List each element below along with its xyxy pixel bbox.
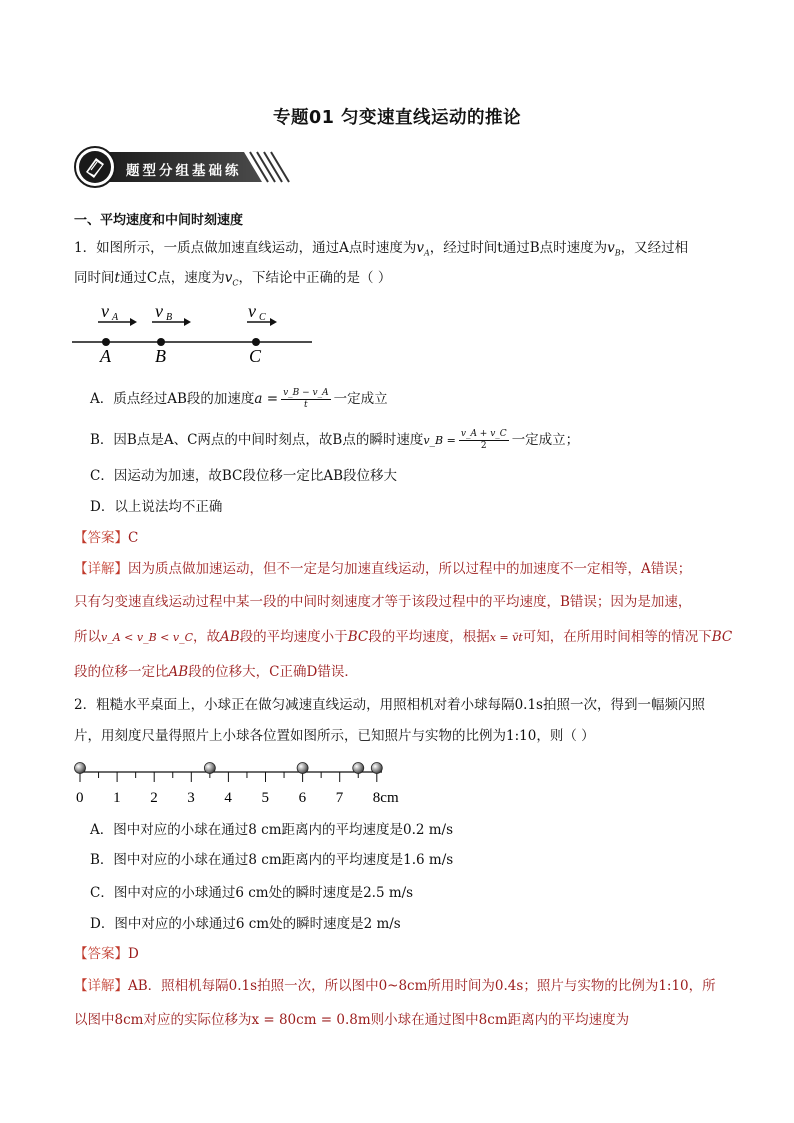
point-b	[157, 338, 165, 346]
q1-detail-line1: 【详解】因为质点做加速运动，但不一定是匀加速直线运动，所以过程中的加速度不一定相等，A错误；	[74, 561, 692, 577]
ruler-tick-label: 2	[150, 790, 158, 806]
q2-option-c: C．图中对应的小球通过6 cm处的瞬时速度是2.5 m/s	[90, 885, 414, 901]
q2-stem-line1: 2．粗糙水平桌面上，小球正在做匀减速直线运动，用照相机对着小球每隔0.1s拍照一次，得到一幅频闪照	[74, 697, 705, 713]
q1-detail-line2: 只有匀变速直线运动过程中某一段的中间时刻速度才等于该段过程中的平均速度，B错误；因为是加速，	[74, 594, 692, 610]
ball-marker	[353, 763, 364, 774]
ruler-tick-label: 5	[261, 790, 269, 806]
label-vB-sub: B	[166, 312, 173, 323]
q2-detail-line1: 【详解】AB．照相机每隔0.1s拍照一次，所以图中0~8cm所用时间为0.4s；照片与实物的比例为1:10，所	[74, 978, 716, 994]
page-title: 专题01 匀变速直线运动的推论	[273, 108, 521, 128]
q1-option-b: B．因B点是A、C两点的中间时刻点，故B点的瞬时速度v_B = $\frac{v\_A + v\_C}{2}$ 一定成立；	[90, 429, 580, 451]
ball-marker	[297, 763, 308, 774]
label-vA: v	[101, 301, 109, 321]
section-heading: 一、平均速度和中间时刻速度	[74, 213, 244, 228]
q1-option-a: A．质点经过AB段的加速度a = $\frac{v\_B - v\_A}{t}$ 一定成立	[90, 388, 388, 410]
ruler-tick-label: 0	[76, 790, 84, 806]
q1-answer: 【答案】C	[74, 530, 139, 546]
q2-answer: 【答案】D	[74, 946, 139, 962]
ball-marker	[371, 763, 382, 774]
q1-stem-line2: 同时间t通过C点，速度为$v_C$，下结论中正确的是（ ）	[74, 270, 392, 288]
q2-detail-line2: 以图中8cm对应的实际位移为x = 80cm = 0.8m则小球在通过图中8cm距离内的平均速度为	[74, 1012, 630, 1028]
point-a	[102, 338, 110, 346]
ruler-tick-label: 6	[298, 790, 307, 806]
q1-detail-line4: 段的位移一定比AB段的位移大，C正确D错误．	[74, 664, 358, 680]
ruler-tick-label: 3	[187, 790, 195, 806]
label-vB: v	[155, 301, 163, 321]
label-vC-sub: C	[259, 312, 266, 323]
ruler-tick-label: 8cm	[372, 790, 399, 806]
ruler-tick-label: 1	[113, 790, 121, 806]
q2-option-b: B．图中对应的小球在通过8 cm距离内的平均速度是1.6 m/s	[90, 852, 454, 868]
ruler-tick-label: 7	[335, 790, 344, 806]
q2-option-d: D．图中对应的小球通过6 cm处的瞬时速度是2 m/s	[90, 916, 401, 932]
label-C: C	[249, 346, 262, 366]
ruler-tick-label: 4	[224, 790, 232, 806]
q1-option-d: D．以上说法均不正确	[90, 499, 223, 515]
ball-marker	[204, 763, 215, 774]
q1-stem-line1: 1．如图所示，一质点做加速直线运动，通过A点时速度为$v_A$，经过时间t通过B点时速度为$v_B$，又经过相	[74, 240, 689, 258]
q1-detail-line3: 所以v_A < v_B < v_C，故AB段的平均速度小于BC段的平均速度，根据x = v̄t可知，在所用时间相等的情况下BC	[74, 629, 733, 645]
label-vA-sub: A	[112, 312, 119, 323]
ball-marker	[75, 763, 86, 774]
q2-stem-line2: 片，用刻度尺量得照片上小球各位置如图所示，已知照片与实物的比例为1:10，则（ ）	[74, 728, 595, 744]
q1-option-c: C．因运动为加速，故BC段位移一定比AB段位移大	[90, 468, 397, 484]
label-vC: v	[248, 301, 256, 321]
label-A: A	[100, 346, 111, 366]
point-c	[252, 338, 260, 346]
q2-ruler-figure	[70, 755, 410, 810]
q2-option-a: A．图中对应的小球在通过8 cm距离内的平均速度是0.2 m/s	[90, 822, 454, 838]
banner-label: 题型分组基础练	[126, 163, 242, 179]
q1-figure	[70, 300, 320, 370]
label-B: B	[155, 346, 166, 366]
